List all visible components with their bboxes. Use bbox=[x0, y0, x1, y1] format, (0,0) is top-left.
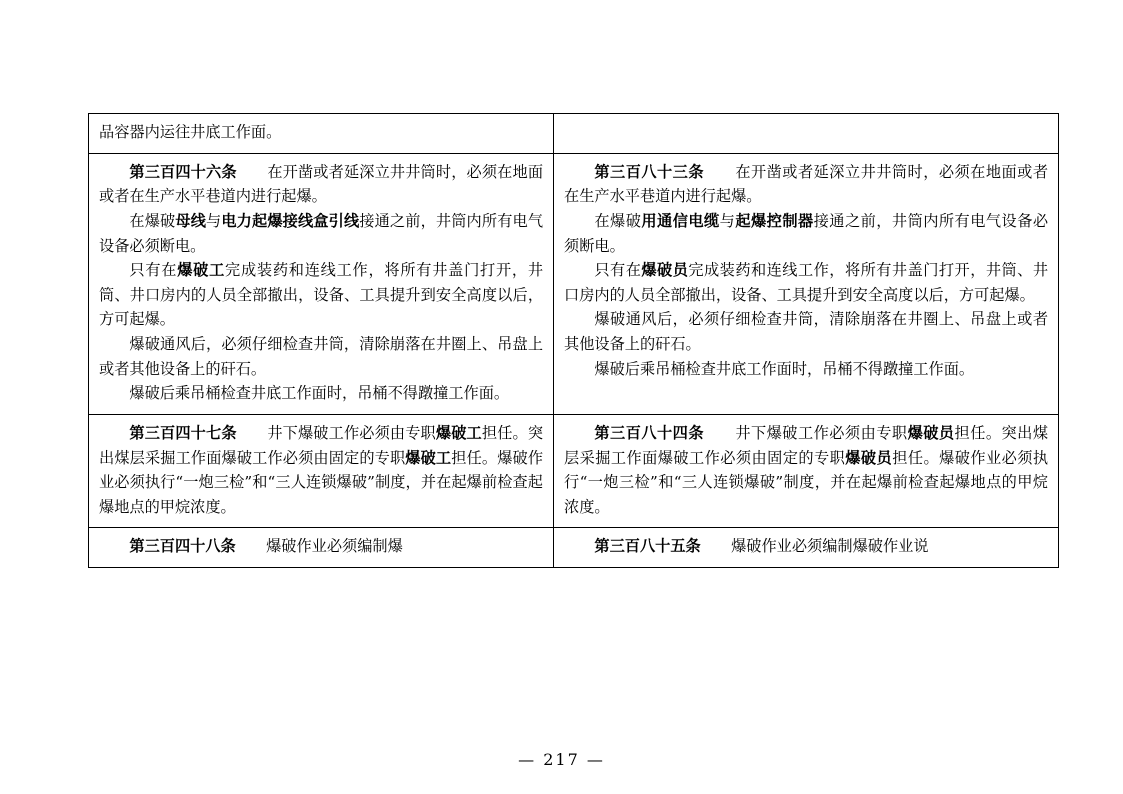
body-text: 爆破后乘吊桶检查井底工作面时，吊桶不得蹾撞工作面。 bbox=[594, 359, 975, 378]
paragraph bbox=[99, 160, 543, 209]
emphasis-text: 爆破员 bbox=[641, 261, 689, 280]
body-text: 品容器内运往井底工作面。 bbox=[99, 123, 282, 141]
paragraph bbox=[564, 307, 1048, 356]
emphasis-text: 爆破工 bbox=[435, 423, 482, 442]
emphasis-text: 第三百四十八条 bbox=[129, 537, 236, 556]
body-text: 担任。爆破作业必须执行“一炮三检”和“三人连锁爆破”制度，并在起爆前检查起爆地点的甲烷浓度。 bbox=[99, 448, 544, 516]
paragraph bbox=[564, 421, 1048, 520]
paragraph bbox=[99, 120, 543, 145]
body-text: 爆破作业必须编制爆破作业说 bbox=[700, 537, 929, 556]
emphasis-text: 第三百四十七条 bbox=[129, 423, 237, 442]
body-text: 在开凿或者延深立井井筒时，必须在地面或者在生产水平巷道内进行起爆。 bbox=[99, 162, 544, 206]
body-text: 担任。突出煤层采掘工作面爆破工作必须由固定的专职 bbox=[564, 423, 1049, 467]
body-text: 担任。突出煤层采掘工作面爆破工作必须由固定的专职 bbox=[99, 423, 544, 467]
table-row bbox=[89, 414, 1059, 528]
cell-content bbox=[99, 160, 543, 406]
table-cell-right bbox=[554, 414, 1059, 528]
emphasis-text: 第三百八十五条 bbox=[594, 537, 701, 556]
table-row bbox=[89, 528, 1059, 568]
paragraph bbox=[564, 534, 1048, 559]
emphasis-text: 第三百八十四条 bbox=[594, 423, 704, 442]
table-cell-right bbox=[554, 153, 1059, 414]
body-text: 完成装药和连线工作，将所有井盖门打开，井筒、井口房内的人员全部撤出，设备、工具提升到安全高度以后，方可起爆。 bbox=[99, 261, 544, 329]
body-text: 只有在 bbox=[129, 261, 178, 280]
emphasis-text: 用通信电缆 bbox=[641, 211, 720, 230]
body-text: 与 bbox=[206, 211, 222, 230]
cell-content bbox=[99, 534, 543, 559]
body-text: 在爆破 bbox=[594, 211, 642, 230]
paragraph bbox=[564, 357, 1048, 382]
body-text: 在爆破 bbox=[129, 211, 176, 230]
emphasis-text: 爆破员 bbox=[907, 423, 955, 442]
emphasis-text: 第三百四十六条 bbox=[129, 162, 237, 181]
body-text: 井下爆破工作必须由专职 bbox=[704, 423, 908, 442]
emphasis-text: 爆破工 bbox=[405, 448, 452, 467]
emphasis-text: 电力起爆接线盒引线 bbox=[221, 211, 360, 230]
table-cell-right bbox=[554, 114, 1059, 154]
body-text: 接通之前，井筒内所有电气设备必须断电。 bbox=[99, 211, 544, 255]
table-row bbox=[89, 114, 1059, 154]
table-cell-left bbox=[89, 414, 554, 528]
body-text: 接通之前，井筒内所有电气设备必须断电。 bbox=[564, 211, 1049, 255]
paragraph bbox=[99, 209, 543, 258]
table-cell-left bbox=[89, 528, 554, 568]
paragraph bbox=[99, 421, 543, 520]
emphasis-text: 第三百八十三条 bbox=[594, 162, 704, 181]
body-text: 在开凿或者延深立井井筒时，必须在地面或者在生产水平巷道内进行起爆。 bbox=[564, 162, 1049, 206]
cell-content bbox=[99, 421, 543, 520]
body-text: 爆破通风后，必须仔细检查井筒，清除崩落在井圈上、吊盘上或者其他设备上的矸石。 bbox=[564, 310, 1048, 353]
paragraph bbox=[564, 160, 1048, 209]
body-text: 爆破通风后，必须仔细检查井筒，清除崩落在井圈上、吊盘上或者其他设备上的矸石。 bbox=[99, 335, 543, 378]
table-cell-left bbox=[89, 153, 554, 414]
cell-content bbox=[99, 120, 543, 145]
body-text: 井下爆破工作必须由专职 bbox=[236, 423, 436, 442]
paragraph bbox=[564, 209, 1048, 258]
comparison-table bbox=[88, 113, 1059, 568]
cell-content bbox=[564, 421, 1048, 520]
cell-content bbox=[564, 534, 1048, 559]
table-row bbox=[89, 153, 1059, 414]
paragraph bbox=[99, 258, 543, 332]
page-number: — 217 — bbox=[518, 750, 605, 769]
paragraph bbox=[99, 534, 543, 559]
body-text: 完成装药和连线工作，将所有井盖门打开，井筒、井口房内的人员全部撤出，设备、工具提升到安全高度以后，方可起爆。 bbox=[564, 261, 1049, 304]
paragraph bbox=[99, 381, 543, 406]
emphasis-text: 母线 bbox=[175, 211, 207, 230]
table-body bbox=[89, 114, 1059, 568]
emphasis-text: 起爆控制器 bbox=[735, 211, 814, 230]
body-text: 爆破作业必须编制爆 bbox=[235, 537, 403, 556]
emphasis-text: 爆破工 bbox=[177, 261, 226, 280]
body-text: 爆破后乘吊桶检查井底工作面时，吊桶不得蹾撞工作面。 bbox=[129, 384, 510, 403]
cell-content bbox=[564, 160, 1048, 382]
emphasis-text: 爆破员 bbox=[845, 448, 893, 467]
paragraph bbox=[564, 258, 1048, 307]
body-text: 担任。爆破作业必须执行“一炮三检”和“三人连锁爆破”制度，并在起爆前检查起爆地点的甲烷浓度。 bbox=[564, 448, 1049, 516]
body-text: 只有在 bbox=[594, 261, 642, 280]
table-cell-left bbox=[89, 114, 554, 154]
body-text: 与 bbox=[719, 211, 736, 230]
paragraph bbox=[99, 332, 543, 381]
table-cell-right bbox=[554, 528, 1059, 568]
